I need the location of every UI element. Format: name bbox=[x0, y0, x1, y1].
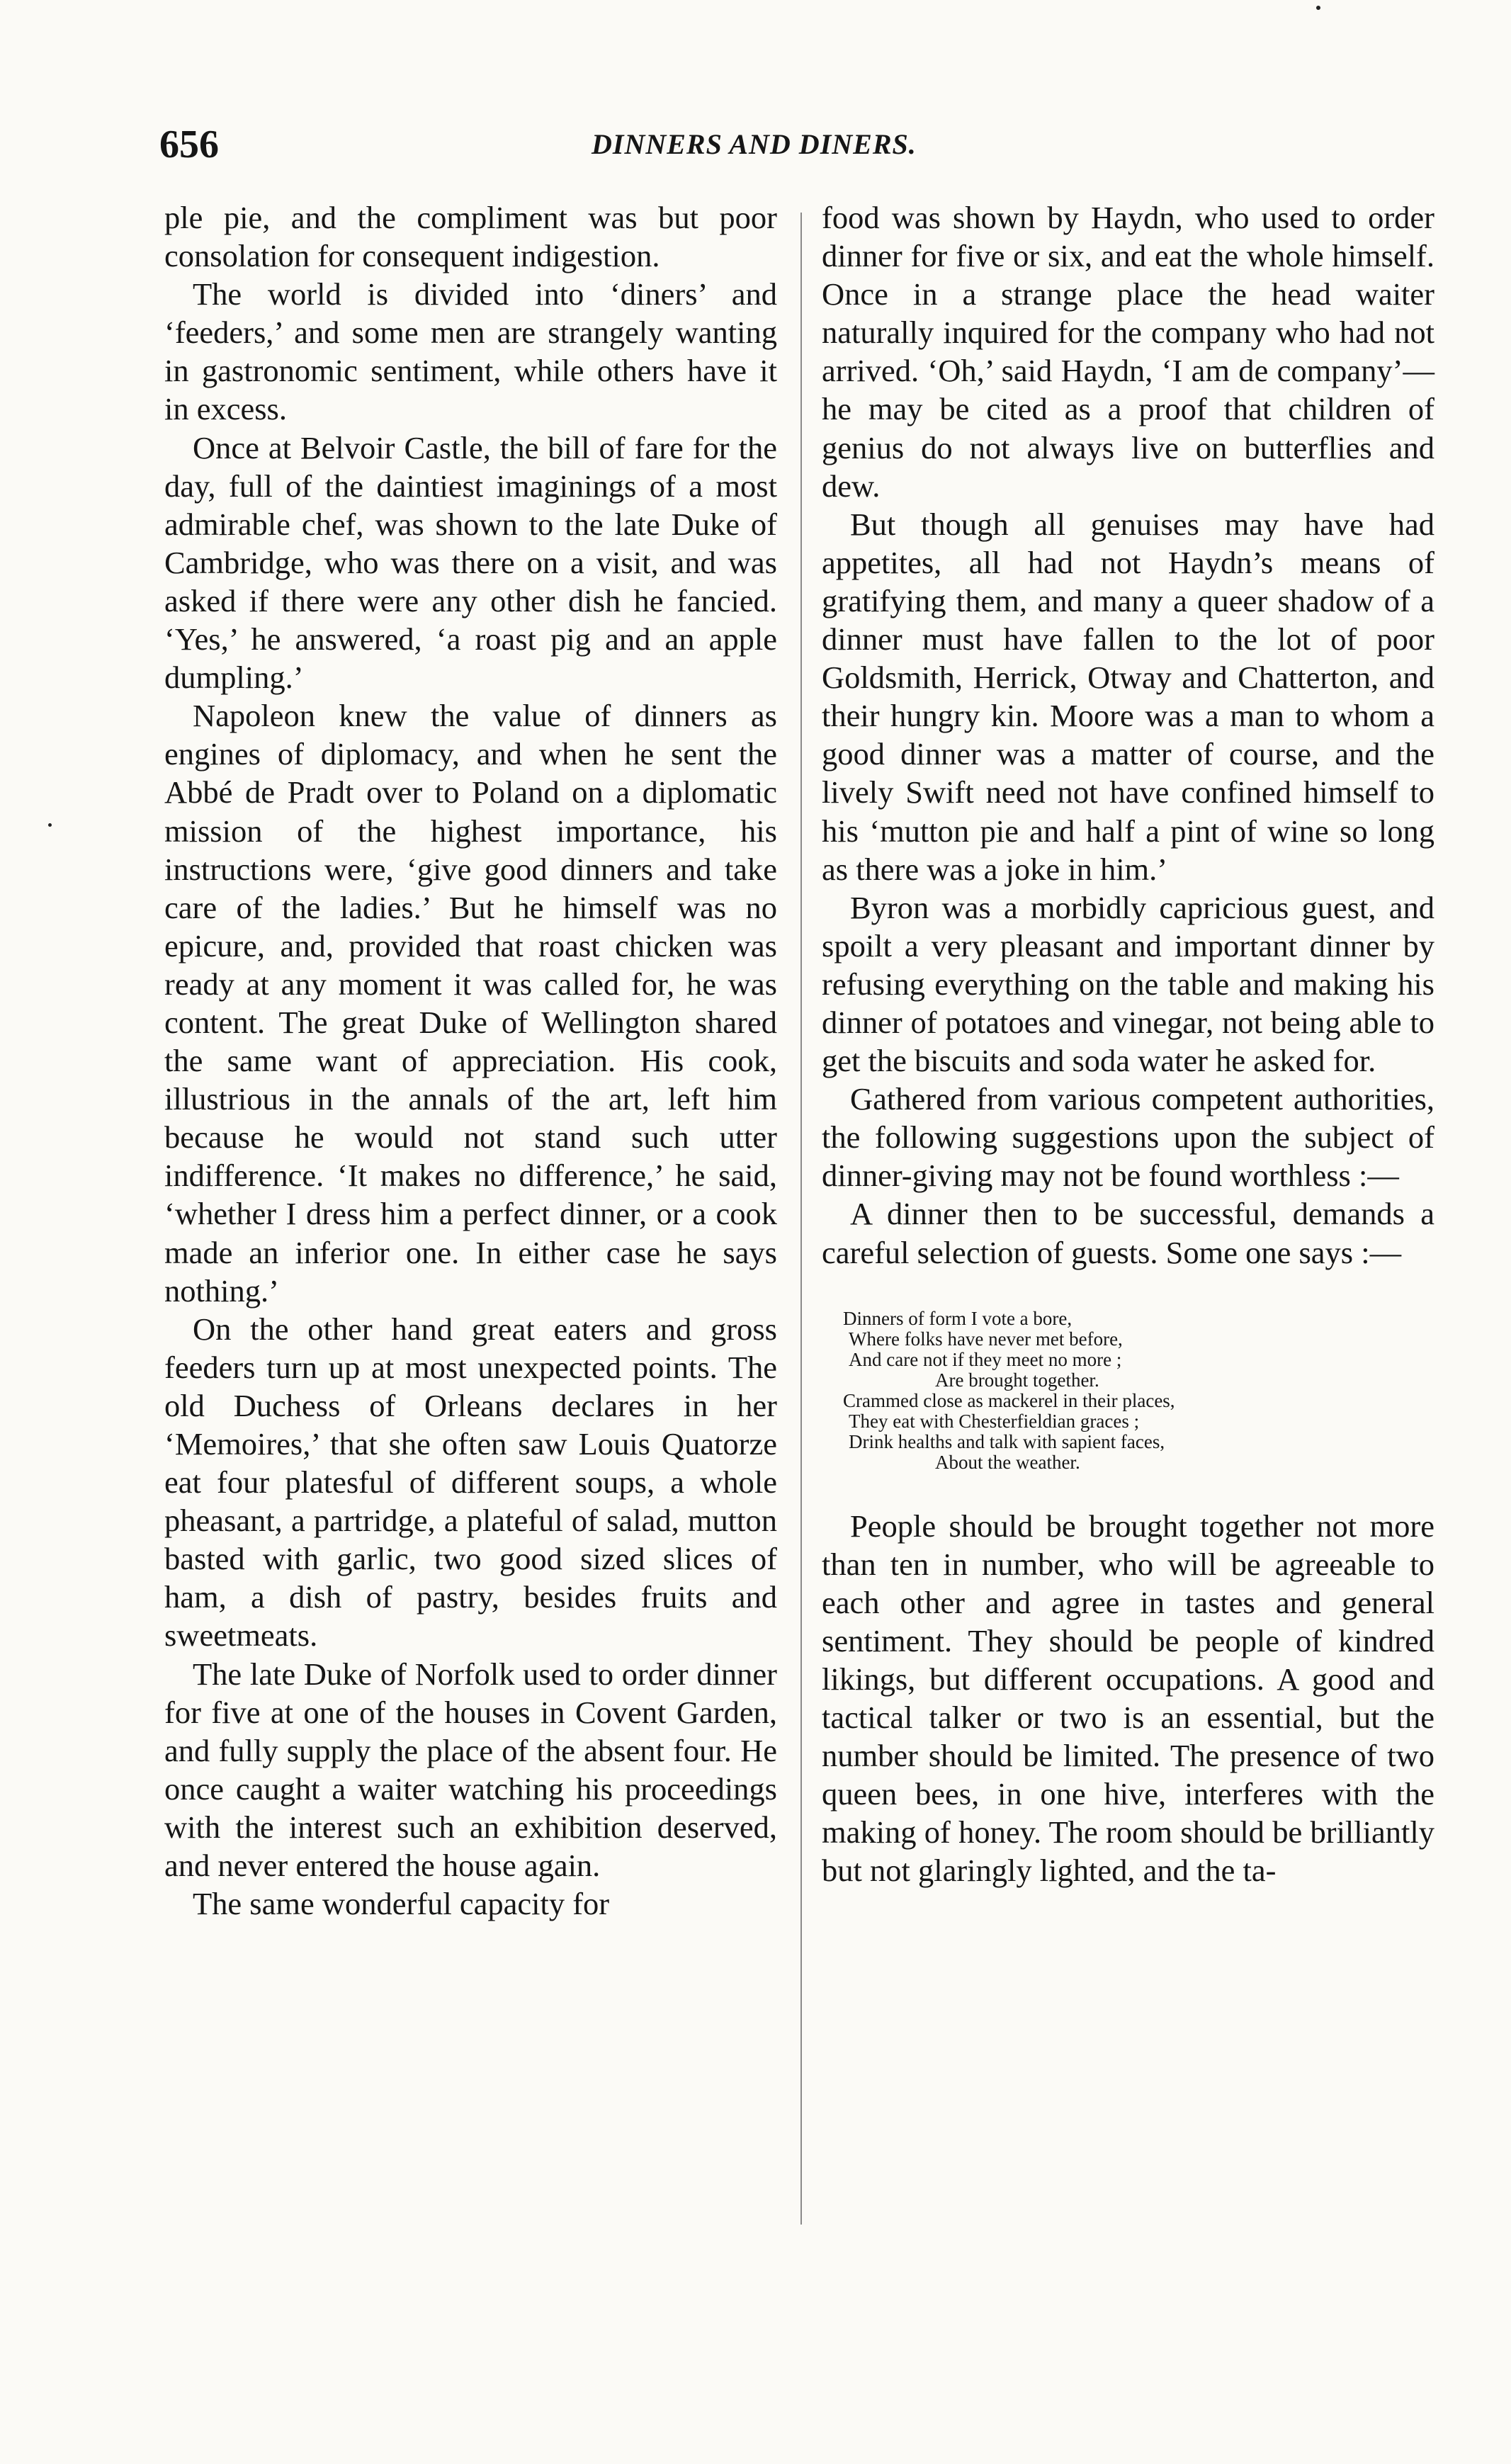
poem-line: They eat with Chesterfieldian graces ; bbox=[849, 1410, 1140, 1432]
left-paragraph-5: On the other hand great eaters and gross feeders turn up at most unexpected points. The old Duchess of Orleans declares in her ‘Memoires,’ that she often saw Louis Quatorze eat four platesful of different soups, a whole pheasant, a partridge, a plateful of salad, mutton basted with garlic, two good sized slices of ham, a dish of pastry, besides fruits and sweetmeats. bbox=[164, 1311, 777, 1654]
right-paragraph-1: food was shown by Haydn, who used to order dinner for five or six, and eat the whole himself. Once in a strange place the head waiter naturally inquired for the company who had not arrived. ‘Oh,’ said Haydn, ‘I am de company’—he may be cited as a proof that children of genius do not always live on butterflies and dew. bbox=[822, 200, 1434, 504]
right-paragraph-3: Byron was a morbidly capricious guest, and spoilt a very pleasant and important dinner by refusing everything on the table and making his dinner of potatoes and vinegar, not being able to get the biscuits and soda water he asked for. bbox=[822, 889, 1434, 1079]
poem-line: Crammed close as mackerel in their places, bbox=[843, 1389, 1175, 1411]
right-paragraph-6: People should be brought together not more than ten in number, who will be agreeable to each other and agree in tastes and general sentiment. They should be people of kindred likings, but different occupations. A good and tactical talker or two is an essential, but the number should be limited. The presence of two queen bees, in one hive, interferes with the making of honey. The room should be brilliantly but not glaringly lighted, and the ta- bbox=[822, 1508, 1434, 1889]
poem-line: Are brought together. bbox=[935, 1369, 1099, 1391]
page-number: 656 bbox=[159, 123, 219, 166]
right-paragraph-5: A dinner then to be successful, demands a careful selection of guests. Some one says :— bbox=[822, 1196, 1434, 1270]
poem-quotation bbox=[843, 1309, 1434, 1473]
poem-line: Dinners of form I vote a bore, bbox=[843, 1307, 1073, 1329]
right-paragraph-4: Gathered from various competent authorities, the following suggestions upon the subject of dinner-giving may not be found worthless :— bbox=[822, 1081, 1434, 1194]
left-paragraph-6: The late Duke of Norfolk used to order dinner for five at one of the houses in Covent Garden, and fully supply the place of the absent four. He once caught a waiter watching his proceedings with the interest such an exhibition deserved, and never entered the house again. bbox=[164, 1656, 777, 1884]
right-paragraph-2: But though all genuises may have had appetites, all had not Haydn’s means of gratifying them, and many a queer shadow of a dinner must have fallen to the lot of poor Goldsmith, Herrick, Otway and Chatterton, and their hungry kin. Moore was a man to whom a good dinner was a matter of course, and the lively Swift need not have confined himself to his ‘mutton pie and half a pint of wine so long as there was a joke in him.’ bbox=[822, 506, 1434, 887]
running-title: DINNERS AND DINERS. bbox=[592, 128, 917, 160]
ink-speck bbox=[1316, 6, 1320, 10]
poem-line: Where folks have never met before, bbox=[849, 1328, 1123, 1350]
column-divider bbox=[800, 213, 802, 2225]
page-header bbox=[159, 122, 1466, 171]
poem-line: Drink healths and talk with sapient faces, bbox=[849, 1430, 1165, 1452]
left-column bbox=[164, 198, 777, 1923]
left-paragraph-3: Once at Belvoir Castle, the bill of fare for the day, full of the daintiest imaginings of a most admirable chef, was shown to the late Duke of Cambridge, who was there on a visit, and was asked if there were any other dish he fancied. ‘Yes,’ he answered, ‘a roast pig and an apple dumpling.’ bbox=[164, 429, 777, 696]
right-column bbox=[822, 198, 1434, 1890]
ink-speck bbox=[48, 823, 52, 827]
left-paragraph-1: ple pie, and the compliment was but poor consolation for consequent indigestion. bbox=[164, 200, 777, 274]
left-paragraph-4: Napoleon knew the value of dinners as engines of diplomacy, and when he sent the Abbé de Pradt over to Poland on a diplomatic mission of the highest importance, his instructions were, ‘give good dinners and take care of the ladies.’ But he himself was no epicure, and, provided that roast chicken was ready at any moment it was called for, he was content. The great Duke of Wellington shared the same want of appreciation. His cook, illustrious in the annals of the art, left him because he would not stand such utter indifference. ‘It makes no difference,’ he said, ‘whether I dress him a perfect dinner, or a cook made an inferior one. In either case he says nothing.’ bbox=[164, 698, 777, 1309]
poem-line: About the weather. bbox=[935, 1451, 1080, 1473]
left-paragraph-7: The same wonderful capacity for bbox=[193, 1886, 610, 1922]
left-paragraph-2: The world is divided into ‘diners’ and ‘feeders,’ and some men are strangely wanting in gastronomic sentiment, while others have it in excess. bbox=[164, 276, 777, 427]
poem-line: And care not if they meet no more ; bbox=[849, 1348, 1122, 1370]
